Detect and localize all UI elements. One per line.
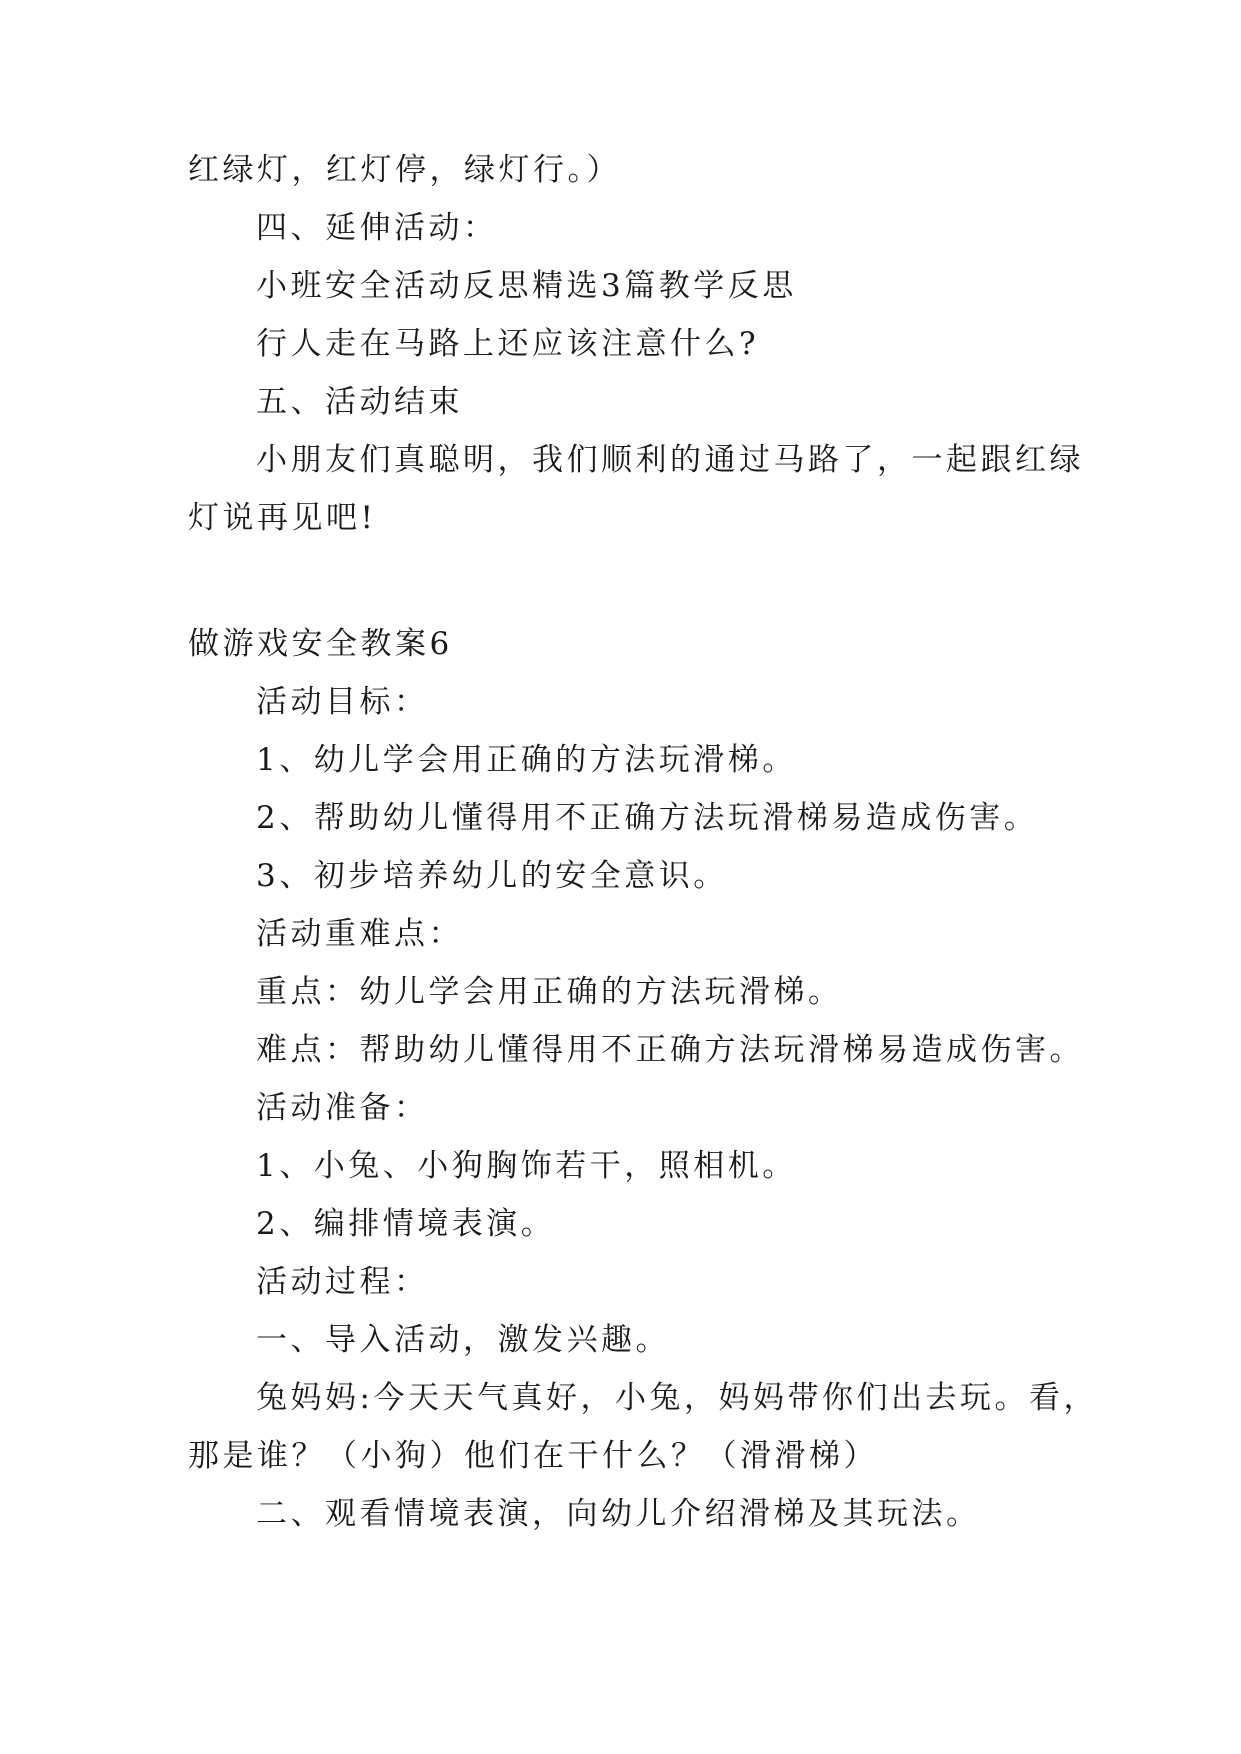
text-question: 行人走在马路上还应该注意什么? (256, 326, 760, 362)
goal-item-2: 2、帮助幼儿懂得用不正确方法玩滑梯易造成伤害。 (256, 800, 1039, 836)
text-reflection-link: 小班安全活动反思精选3篇教学反思 (256, 268, 797, 304)
goal-item-1: 1、幼儿学会用正确的方法玩滑梯。 (256, 742, 797, 778)
heading-extension-activity: 四、延伸活动： (256, 210, 498, 246)
heading-preparation: 活动准备： (256, 1090, 429, 1126)
dialogue-line-2: 那是谁？（小狗）他们在干什么？（滑滑梯） (188, 1438, 878, 1474)
process-step-2: 二、观看情境表演，向幼儿介绍滑梯及其玩法。 (256, 1496, 981, 1532)
text-line-traffic-lights: 红绿灯，红灯停，绿灯行。） (188, 152, 621, 188)
key-point: 重点：幼儿学会用正确的方法玩滑梯。 (256, 974, 843, 1010)
heading-process: 活动过程： (256, 1264, 429, 1300)
text-closing-line-1: 小朋友们真聪明，我们顺利的通过马路了，一起跟红绿 (256, 442, 1084, 478)
process-step-1: 一、导入活动，激发兴趣。 (256, 1322, 670, 1358)
goal-item-3: 3、初步培养幼儿的安全意识。 (256, 858, 728, 894)
preparation-item-1: 1、小兔、小狗胸饰若干，照相机。 (256, 1148, 797, 1184)
dialogue-line-1: 兔妈妈:今天天气真好，小兔，妈妈带你们出去玩。看， (256, 1380, 1098, 1416)
difficult-point: 难点：帮助幼儿懂得用不正确方法玩滑梯易造成伤害。 (256, 1032, 1084, 1068)
section-title: 做游戏安全教案6 (188, 626, 453, 662)
heading-activity-end: 五、活动结束 (256, 384, 463, 420)
preparation-item-2: 2、编排情境表演。 (256, 1206, 556, 1242)
heading-goals: 活动目标： (256, 684, 429, 720)
heading-key-points: 活动重难点： (256, 916, 463, 952)
text-closing-line-2: 灯说再见吧! (188, 500, 377, 536)
